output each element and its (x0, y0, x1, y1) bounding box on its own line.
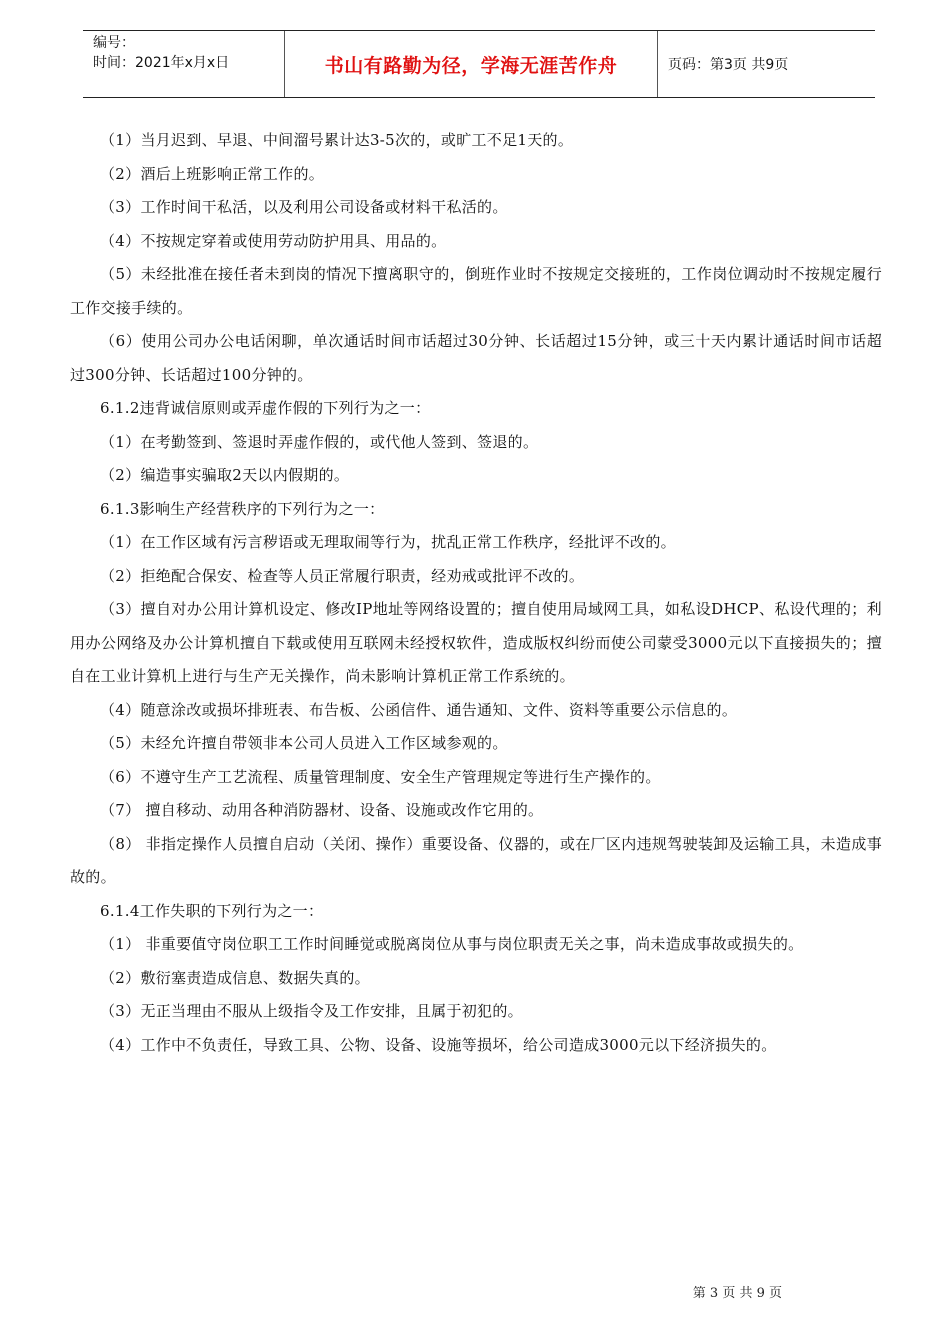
section-heading: 6.1.2违背诚信原则或弄虚作假的下列行为之一： (100, 399, 431, 417)
paragraph: （2）拒绝配合保安、检查等人员正常履行职责，经劝戒或批评不改的。 (100, 566, 585, 585)
serial-label: 编号： (93, 35, 135, 51)
paragraph: （1） 非重要值守岗位职工工作时间睡觉或脱离岗位从事与岗位职责无关之事，尚未造成事故或损失的。 (100, 935, 804, 953)
paragraph: （5）未经允许擅自带领非本公司人员进入工作区域参观的。 (100, 734, 508, 752)
paragraph: （4）随意涂改或损坏排班表、布告板、公函信件、通告通知、文件、资料等重要公示信息的。 (100, 700, 738, 719)
paragraph: （1）在考勤签到、签退时弄虚作假的，或代他人签到、签退的。 (100, 432, 539, 451)
paragraph: （3）无正当理由不服从上级指令及工作安排，且属于初犯的。 (100, 1002, 523, 1020)
paragraph: （2）编造事实骗取2天以内假期的。 (100, 466, 350, 484)
section-heading: 6.1.3影响生产经营秩序的下列行为之一： (100, 499, 385, 518)
paragraph: （3）工作时间干私活，以及利用公司设备或材料干私活的。 (100, 198, 508, 216)
document-body (70, 124, 882, 1062)
page-footer (0, 1282, 950, 1301)
paragraph: （4）工作中不负责任，导致工具、公物、设备、设施等损坏，给公司造成3000元以下经济损失的。 (100, 1035, 777, 1054)
header-motto: 书山有路勤为径，学海无涯苦作舟 (285, 31, 658, 97)
footer-page-number: 第 3 页 共 9 页 (692, 1286, 782, 1301)
time-label: 时间：2021年x月x日 (93, 55, 230, 71)
paragraph: （3）擅自对办公用计算机设定、修改IP地址等网络设置的；擅自使用局域网工具，如私设DHCP、私设代理的；利用办公网络及办公计算机擅自下载或使用互联网未经授权软件，造成版权纠纷而使公司蒙受3000元以下直接损失的；擅自在工业计算机上进行与生产无关操作，尚未影响计算机正常工作系统的。 (70, 600, 882, 685)
paragraph: （6）使用公司办公电话闲聊，单次通话时间市话超过30分钟、长话超过15分钟，或三十天内累计通话时间市话超过300分钟、长话超过100分钟的。 (70, 332, 882, 384)
paragraph: （2）敷衍塞责造成信息、数据失真的。 (100, 968, 370, 987)
header-meta (83, 31, 285, 97)
paragraph: （1）当月迟到、早退、中间溜号累计达3-5次的，或旷工不足1天的。 (100, 131, 574, 149)
paragraph: （4）不按规定穿着或使用劳动防护用具、用品的。 (100, 231, 447, 250)
paragraph: （6）不遵守生产工艺流程、质量管理制度、安全生产管理规定等进行生产操作的。 (100, 767, 661, 786)
paragraph: （5）未经批准在接任者未到岗的情况下擅离职守的，倒班作业时不按规定交接班的，工作岗位调动时不按规定履行工作交接手续的。 (70, 265, 882, 317)
paragraph: （7） 擅自移动、动用各种消防器材、设备、设施或改作它用的。 (100, 801, 544, 819)
paragraph: （8） 非指定操作人员擅自启动（关闭、操作）重要设备、仪器的，或在厂区内违规驾驶装卸及运输工具，未造成事故的。 (70, 834, 882, 886)
section-heading: 6.1.4工作失职的下列行为之一： (100, 901, 324, 920)
paragraph: （2）酒后上班影响正常工作的。 (100, 164, 325, 183)
paragraph: （1）在工作区域有污言秽语或无理取闹等行为，扰乱正常工作秩序，经批评不改的。 (100, 533, 676, 551)
header-page-info: 页码：第3页 共9页 (668, 57, 789, 73)
page-header (83, 30, 875, 98)
